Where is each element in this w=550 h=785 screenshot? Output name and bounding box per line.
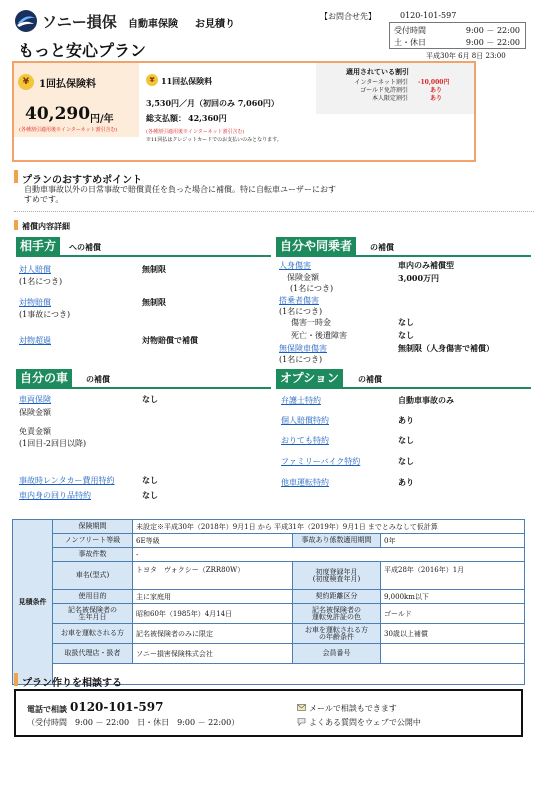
total-amount: 42,360円	[188, 113, 227, 123]
grade-label: ノンフリート等級	[53, 534, 133, 548]
purpose-value: 主に家庭用	[133, 590, 293, 604]
license-cell	[293, 604, 381, 624]
first-reg-sub: (初度検査年月)	[312, 574, 361, 583]
personal-injury-value: 車内のみ補償型	[398, 260, 454, 270]
first-reg-label: 初度登録年月	[315, 567, 358, 576]
plan-title: もっと安心プラン	[18, 41, 147, 60]
discount-title: 適用されている割引	[346, 67, 409, 76]
link-uninsured[interactable]: 無保険車傷害	[279, 344, 327, 353]
period-label: 保険期間	[53, 520, 133, 534]
property-excess-value: 対物賠償で補償	[142, 335, 198, 345]
age-label-line1: お車を運転される方	[305, 625, 368, 634]
driver-label: お車を運転される方	[53, 624, 133, 644]
quote-date: 平成30年 6月 8日 23:00	[426, 52, 506, 60]
passenger-sub: (1名につき)	[279, 307, 323, 316]
age-cell	[293, 624, 381, 644]
property-liability-value: 無制限	[142, 297, 166, 307]
opponent-suffix: への補償	[69, 242, 101, 252]
phone-number[interactable]: 0120-101-597	[70, 700, 164, 714]
car-value: トヨタ ヴォクシー（ZRR80W）	[133, 562, 293, 590]
rental-value: なし	[142, 475, 158, 485]
panel-divider	[16, 255, 271, 257]
link-passenger-injury[interactable]: 搭乗者傷害	[279, 296, 319, 305]
link-family-bike[interactable]: ファミリーバイク特約	[281, 457, 361, 466]
link-belongings[interactable]: 車内身の回り品特約	[19, 491, 91, 500]
first-reg-cell	[293, 562, 381, 590]
link-personal-liability[interactable]: 個人賠償特約	[281, 416, 329, 425]
accident-count-value: -	[133, 548, 525, 562]
conditions-side-label: 見積条件	[13, 520, 53, 685]
panel-divider	[276, 255, 531, 257]
quote-label: お見積り	[195, 19, 235, 30]
birth-label-line2: 生年月日	[78, 612, 107, 621]
first-reg-value: 平成28年（2016年）1月	[381, 562, 525, 590]
deductible-label: 免責金額	[19, 427, 51, 436]
divider	[14, 211, 534, 212]
link-bodily-liability[interactable]: 対人賠償	[19, 265, 51, 274]
car-label: 車名(型式)	[53, 562, 133, 590]
sony-logo-icon	[14, 9, 38, 33]
birth-value: 昭和60年（1985年）4月14日	[133, 604, 293, 624]
own-car-label: 自分の車	[16, 369, 72, 387]
chat-bubble-icon	[297, 718, 306, 726]
age-label-line2: の年齢条件	[319, 632, 354, 641]
hours-box	[389, 22, 526, 49]
panel-divider	[276, 387, 531, 389]
birth-label-line1: 記名被保険者の	[68, 605, 117, 614]
inquiry-tel[interactable]: 0120-101-597	[400, 11, 457, 20]
vehicle-value: なし	[142, 394, 158, 404]
link-other-car[interactable]: 他車運転特約	[281, 478, 329, 487]
link-lawyer[interactable]: 弁護士特約	[281, 396, 321, 405]
discount-value: あり	[430, 87, 443, 94]
monthly-amount: 3,530円／月（初回のみ 7,060円）	[146, 98, 279, 108]
self-passenger-label: 自分や同乗者	[276, 237, 356, 255]
monthly-card-note: ※11回払はクレジットカードでのお支払いのみとなります。	[146, 137, 282, 143]
vehicle-amount-label: 保険金額	[19, 408, 51, 417]
own-car-suffix: の補償	[86, 374, 110, 384]
distance-value: 9,000km以下	[381, 590, 525, 604]
coverage-heading: 補償内容詳細	[22, 221, 70, 231]
license-value: ゴールド	[381, 604, 525, 624]
discount-name: 本人限定割引	[371, 95, 408, 102]
lump-sum-value: なし	[398, 317, 414, 327]
table-spacer	[53, 664, 525, 685]
oritemo-value: なし	[398, 435, 414, 445]
discount-name: インターネット割引	[354, 79, 408, 86]
link-property-excess[interactable]: 対物超過	[19, 336, 51, 345]
mail-consult-link[interactable]: メールで相談もできます	[309, 704, 397, 713]
option-suffix: の補償	[358, 374, 382, 384]
property-liability-sub: (1事故につき)	[19, 310, 71, 319]
member-value	[381, 644, 525, 664]
death-label: 死亡・後遺障害	[291, 331, 347, 340]
lump-amount: 40,290	[25, 104, 91, 124]
faq-link[interactable]: よくある質問をウェブで公開中	[309, 718, 421, 727]
uninsured-sub: (1名につき)	[279, 355, 323, 364]
accident-coef-label: 事故あり係数適用期間	[293, 534, 381, 548]
opponent-label: 相手方	[16, 237, 60, 255]
self-passenger-suffix: の補償	[370, 242, 394, 252]
death-value: なし	[398, 330, 414, 340]
hours-weekday-label: 受付時間	[394, 26, 426, 35]
recommend-text: 自動車事故以外の日常事故で賠償責任を負った場合に補償。特に自転車ユーザーにおすすめです。	[24, 185, 336, 204]
mail-icon	[297, 704, 306, 711]
section-bar	[14, 673, 18, 686]
link-vehicle-insurance[interactable]: 車両保険	[19, 395, 51, 404]
distance-label: 契約距離区分	[293, 590, 381, 604]
agent-label: 取扱代理店・扱者	[53, 644, 133, 664]
monthly-note: (各種割引適用後※インターネット割引含む)	[146, 129, 245, 135]
purpose-label: 使用目的	[53, 590, 133, 604]
discount-name: ゴールド免許割引	[360, 87, 408, 94]
link-rental-car[interactable]: 事故時レンタカー費用特約	[19, 476, 115, 485]
license-label-line1: 記名被保険者の	[312, 605, 361, 614]
accident-coef-value: 0年	[381, 534, 525, 548]
section-bar	[14, 170, 18, 183]
conditions-table	[12, 519, 525, 685]
monthly-label: 11回払保険料	[161, 76, 213, 86]
yen-icon-small: ¥	[146, 74, 158, 86]
other-car-value: あり	[398, 477, 414, 487]
bodily-liability-value: 無制限	[142, 264, 166, 274]
lump-sum-label: 傷害一時金	[291, 318, 331, 327]
lawyer-value: 自動車事故のみ	[398, 395, 454, 405]
option-label: オプション	[276, 369, 343, 387]
lump-label: 1回払保険料	[39, 79, 96, 90]
link-oritemo[interactable]: おりても特約	[281, 436, 329, 445]
total-label: 総支払額：	[146, 113, 186, 123]
consult-heading: プラン作りを相談する	[22, 678, 122, 689]
phone-hours: （受付時間 9:00 － 22:00 日・休日 9:00 － 22:00）	[27, 718, 240, 727]
phone-label: 電話で相談	[27, 704, 67, 714]
lump-note: (各種割引適用後※インターネット割引含む)	[19, 127, 118, 133]
injury-amount-sub: (1名につき)	[290, 284, 334, 293]
agent-value: ソニー損害保険株式会社	[133, 644, 293, 664]
yen-icon: ¥	[18, 74, 34, 90]
uninsured-value: 無制限（人身傷害で補償）	[398, 343, 494, 353]
family-bike-value: なし	[398, 456, 414, 466]
hours-holiday-value: 9:00 － 22:00	[465, 38, 520, 47]
recommend-heading: プランのおすすめポイント	[22, 175, 143, 186]
link-property-liability[interactable]: 対物賠償	[19, 298, 51, 307]
bodily-liability-sub: (1名につき)	[19, 277, 63, 286]
brand-name: ソニー損保	[42, 13, 117, 31]
link-personal-injury[interactable]: 人身傷害	[279, 261, 311, 270]
section-bar	[14, 220, 18, 230]
grade-value: 6E等級	[133, 534, 293, 548]
hours-holiday-label: 土・休日	[394, 38, 426, 47]
period-value: 未設定※平成30年（2018年）9月1日 から 平成31年（2019年）9月1日 までとみなして仮計算	[133, 520, 525, 534]
license-label-line2: 運転免許証の色	[312, 612, 361, 621]
accident-count-label: 事故件数	[53, 548, 133, 562]
injury-amount-label: 保険金額	[287, 273, 319, 282]
inquiry-label: 【お問合せ先】	[320, 12, 376, 21]
panel-divider	[16, 387, 271, 389]
member-label: 会員番号	[293, 644, 381, 664]
driver-value: 記名被保険者のみに限定	[133, 624, 293, 644]
discount-value: -10,000円	[418, 79, 450, 86]
personal-liability-value: あり	[398, 415, 414, 425]
lump-unit: 円/年	[90, 114, 114, 125]
birth-cell	[53, 604, 133, 624]
hours-weekday-value: 9:00 － 22:00	[465, 26, 520, 35]
injury-amount: 3,000万円	[398, 273, 440, 283]
product-name: 自動車保険	[128, 19, 178, 30]
belongings-value: なし	[142, 490, 158, 500]
discount-value: あり	[430, 95, 443, 102]
age-value: 30歳以上補償	[381, 624, 525, 644]
deductible-sub: (1回目-2回目以降)	[19, 439, 87, 448]
